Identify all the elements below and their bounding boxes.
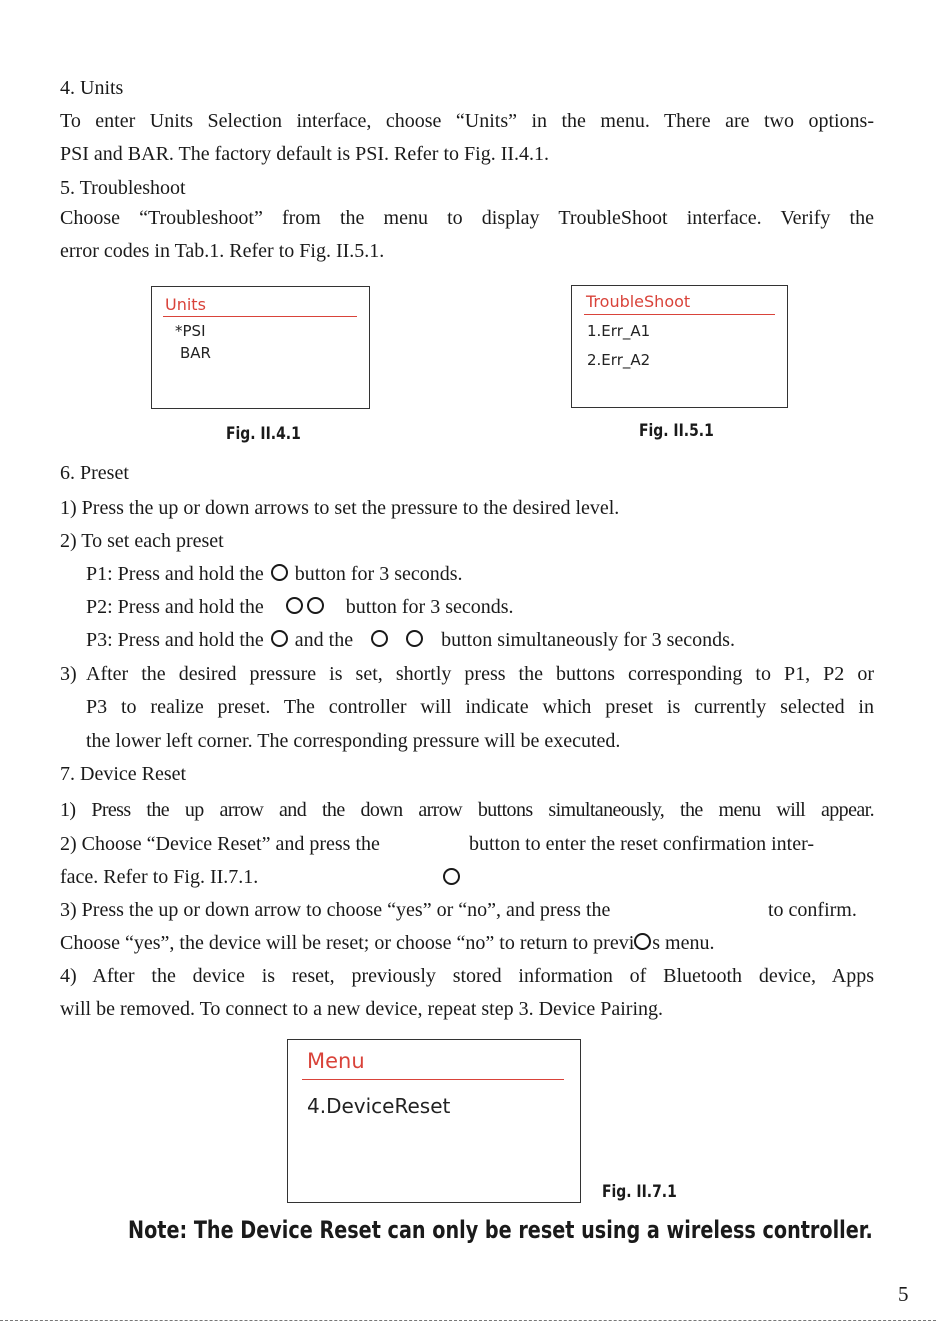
screen-title: TroubleShoot xyxy=(586,292,691,311)
circle-button-icon xyxy=(443,868,460,885)
p3-text-before: P3: Press and hold the xyxy=(86,629,264,651)
screen-item-err-a1: 1.Err_A1 xyxy=(587,322,651,340)
preset-p3-line xyxy=(86,628,735,652)
p2-text-before: P2: Press and hold the xyxy=(86,596,264,618)
screen-item-err-a2: 2.Err_A2 xyxy=(587,351,651,369)
units-body-line-2: PSI and BAR. The factory default is PSI. Refer to Fig. II.4.1. xyxy=(60,143,550,165)
circle-button-icon xyxy=(271,630,288,647)
circle-button-icon xyxy=(634,933,651,950)
troubleshoot-body-line-2: error codes in Tab.1. Refer to Fig. II.5.1. xyxy=(60,240,385,262)
figure-caption: Fig. II.5.1 xyxy=(639,421,714,441)
circle-button-icon xyxy=(286,597,303,614)
screen-divider xyxy=(163,316,357,317)
screen-divider xyxy=(584,314,775,315)
p3-text-after: button simultaneously for 3 seconds. xyxy=(441,629,735,651)
p1-text-after: button for 3 seconds. xyxy=(294,563,463,585)
preset-step-3-line-3: the lower left corner. The corresponding pressure will be executed. xyxy=(86,730,621,752)
preset-step-3-number: 3) xyxy=(60,663,77,685)
preset-step-3-line-2: P3 to realize preset. The controller will indicate which preset is currently selected in xyxy=(86,696,874,718)
step-3-line-2-text: Choose “yes”, the device will be reset; or choose “no” to return to previ xyxy=(60,932,635,954)
page-number: 5 xyxy=(898,1282,909,1306)
page-bottom-divider xyxy=(0,1320,936,1321)
preset-heading: 6. Preset xyxy=(60,462,129,484)
circle-button-icon xyxy=(406,630,423,647)
preset-step-3-line-1: After the desired pressure is set, shortly press the buttons corresponding to P1, P2 or xyxy=(86,663,874,685)
p2-text-after: button for 3 seconds. xyxy=(345,596,514,618)
units-body-line-1: To enter Units Selection interface, choose “Units” in the menu. There are two options- xyxy=(60,110,874,132)
preset-step-1: 1) Press the up or down arrows to set the pressure to the desired level. xyxy=(60,497,620,519)
device-reset-step-3-after: to confirm. xyxy=(768,899,857,921)
screen-title: Units xyxy=(165,295,206,314)
device-reset-step-2-before: 2) Choose “Device Reset” and press the xyxy=(60,833,380,855)
step-3-line-2-end: s menu. xyxy=(652,932,715,954)
units-heading: 4. Units xyxy=(60,77,124,99)
circle-button-icon xyxy=(271,564,288,581)
screen-divider xyxy=(302,1079,564,1080)
screen-title: Menu xyxy=(307,1049,365,1073)
screen-item-psi: *PSI xyxy=(175,322,206,340)
troubleshoot-body-line-1: Choose “Troubleshoot” from the menu to display TroubleShoot interface. Verify the xyxy=(60,207,874,229)
device-reset-step-3-line-2 xyxy=(60,931,714,955)
troubleshoot-screen-figure xyxy=(571,285,788,408)
figure-caption: Fig. II.7.1 xyxy=(602,1182,677,1202)
preset-step-2: 2) To set each preset xyxy=(60,530,224,552)
device-reset-heading: 7. Device Reset xyxy=(60,763,187,785)
screen-item-device-reset: 4.DeviceReset xyxy=(307,1094,451,1118)
device-reset-step-2-line-2: face. Refer to Fig. II.7.1. xyxy=(60,866,259,888)
circle-button-icon xyxy=(371,630,388,647)
device-reset-step-4-line-1: 4) After the device is reset, previously stored information of Bluetooth device, Apps xyxy=(60,965,874,987)
note-text: Note: The Device Reset can only be reset using a wireless controller. xyxy=(128,1216,873,1244)
p3-text-mid: and the xyxy=(294,629,354,651)
figure-caption: Fig. II.4.1 xyxy=(226,424,301,444)
circle-button-icon xyxy=(307,597,324,614)
troubleshoot-heading: 5. Troubleshoot xyxy=(60,177,186,199)
units-screen-figure xyxy=(151,286,370,409)
preset-p1-line xyxy=(86,562,463,586)
menu-screen-figure xyxy=(287,1039,581,1203)
device-reset-step-1: 1) Press the up arrow and the down arrow buttons simultaneously, the menu will appear. xyxy=(60,799,874,821)
device-reset-step-2-after: button to enter the reset confirmation inter- xyxy=(469,833,815,855)
device-reset-step-3-before: 3) Press the up or down arrow to choose “yes” or “no”, and press the xyxy=(60,899,611,921)
screen-item-bar: BAR xyxy=(180,344,211,362)
p1-text-before: P1: Press and hold the xyxy=(86,563,264,585)
device-reset-step-4-line-2: will be removed. To connect to a new device, repeat step 3. Device Pairing. xyxy=(60,998,664,1020)
preset-p2-line xyxy=(86,595,514,619)
